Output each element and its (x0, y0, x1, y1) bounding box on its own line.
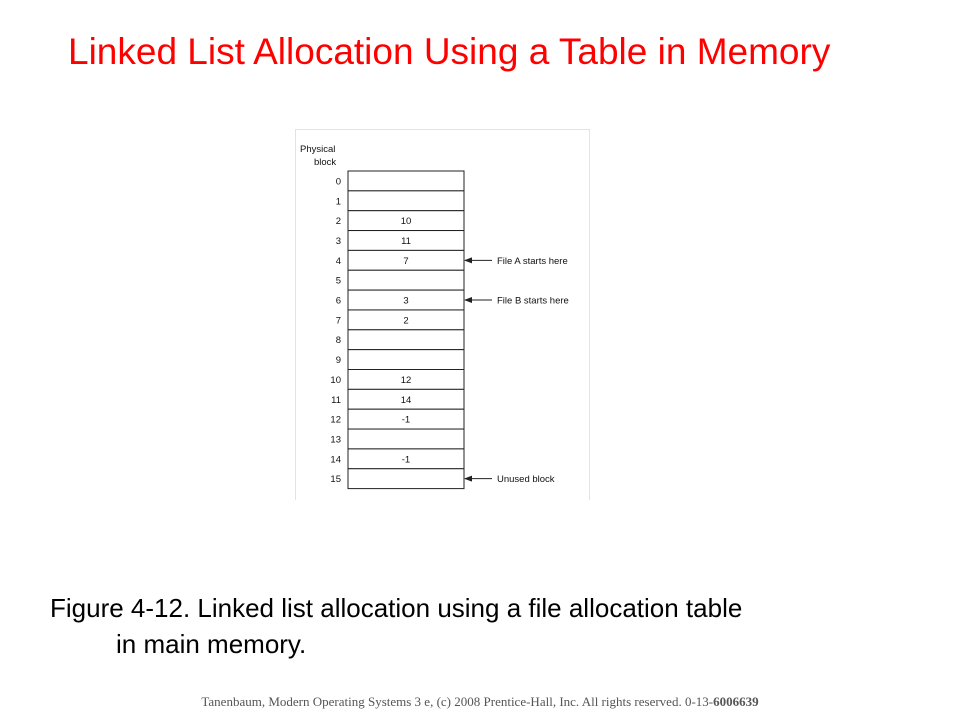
table-row (330, 469, 464, 489)
table-cell (348, 191, 464, 211)
slide-title: Linked List Allocation Using a Table in Memory (68, 31, 831, 72)
block-number: 6 (335, 295, 341, 307)
next-block-value: 14 (400, 394, 412, 406)
table-row (336, 290, 464, 310)
table-row (330, 370, 464, 390)
physical-header-line1: Physical (300, 144, 336, 155)
table-row (336, 211, 464, 231)
table-row (330, 429, 464, 449)
table-row (330, 449, 464, 469)
block-number: 8 (335, 335, 341, 347)
fat-figure (295, 129, 590, 500)
annotation (465, 474, 555, 485)
next-block-value: 11 (401, 235, 411, 247)
annotation-label: File A starts here (497, 255, 568, 267)
caption-line2: in main memory. (116, 629, 307, 659)
next-block-value: 2 (403, 315, 409, 327)
table-row (336, 330, 464, 350)
table-cell (348, 429, 464, 449)
next-block-value: 7 (403, 255, 409, 267)
footer-text: Tanenbaum, Modern Operating Systems 3 e, (c) 2008 Prentice-Hall, Inc. All rights reserved. 0-13- (201, 694, 714, 709)
figure-caption (50, 590, 930, 662)
table-cell (348, 330, 464, 350)
table-row (336, 310, 464, 330)
block-number: 0 (335, 176, 341, 188)
block-number: 1 (335, 196, 341, 208)
footer-copyright (0, 694, 960, 710)
table-rows (330, 171, 464, 489)
table-row (330, 409, 464, 429)
table-cell (348, 350, 464, 370)
table-row (336, 270, 464, 290)
next-block-value: 12 (400, 374, 412, 386)
block-number: 12 (330, 414, 341, 426)
table-row (336, 191, 464, 211)
caption-line1: Figure 4-12. Linked list allocation using a file allocation table (50, 593, 743, 623)
block-number: 2 (335, 216, 341, 228)
block-number: 15 (330, 474, 341, 486)
table-cell (348, 469, 464, 489)
block-number: 9 (335, 355, 341, 367)
block-number: 11 (331, 394, 341, 406)
table-row (331, 389, 464, 409)
annotation-label: Unused block (497, 474, 555, 486)
footer-isbn-suffix: 6006639 (713, 694, 759, 709)
block-number: 3 (335, 235, 341, 247)
annotation (465, 296, 569, 307)
table-row (336, 250, 464, 270)
block-number: 14 (330, 454, 341, 466)
table-row (336, 231, 464, 251)
block-number: 7 (335, 315, 341, 327)
block-number: 4 (335, 255, 341, 267)
table-row (336, 171, 464, 191)
fat-table-diagram (296, 130, 589, 500)
physical-header-line2: block (314, 157, 337, 168)
next-block-value: -1 (401, 454, 411, 466)
next-block-value: 10 (400, 216, 412, 228)
table-row (336, 350, 464, 370)
annotation (465, 256, 568, 267)
table-cell (348, 171, 464, 191)
block-number: 13 (330, 434, 341, 446)
table-cell (348, 270, 464, 290)
annotation-label: File B starts here (497, 295, 569, 307)
block-number: 5 (335, 275, 341, 287)
block-number: 10 (330, 374, 341, 386)
table-annotations (465, 256, 569, 485)
next-block-value: -1 (401, 414, 411, 426)
next-block-value: 3 (403, 295, 409, 307)
